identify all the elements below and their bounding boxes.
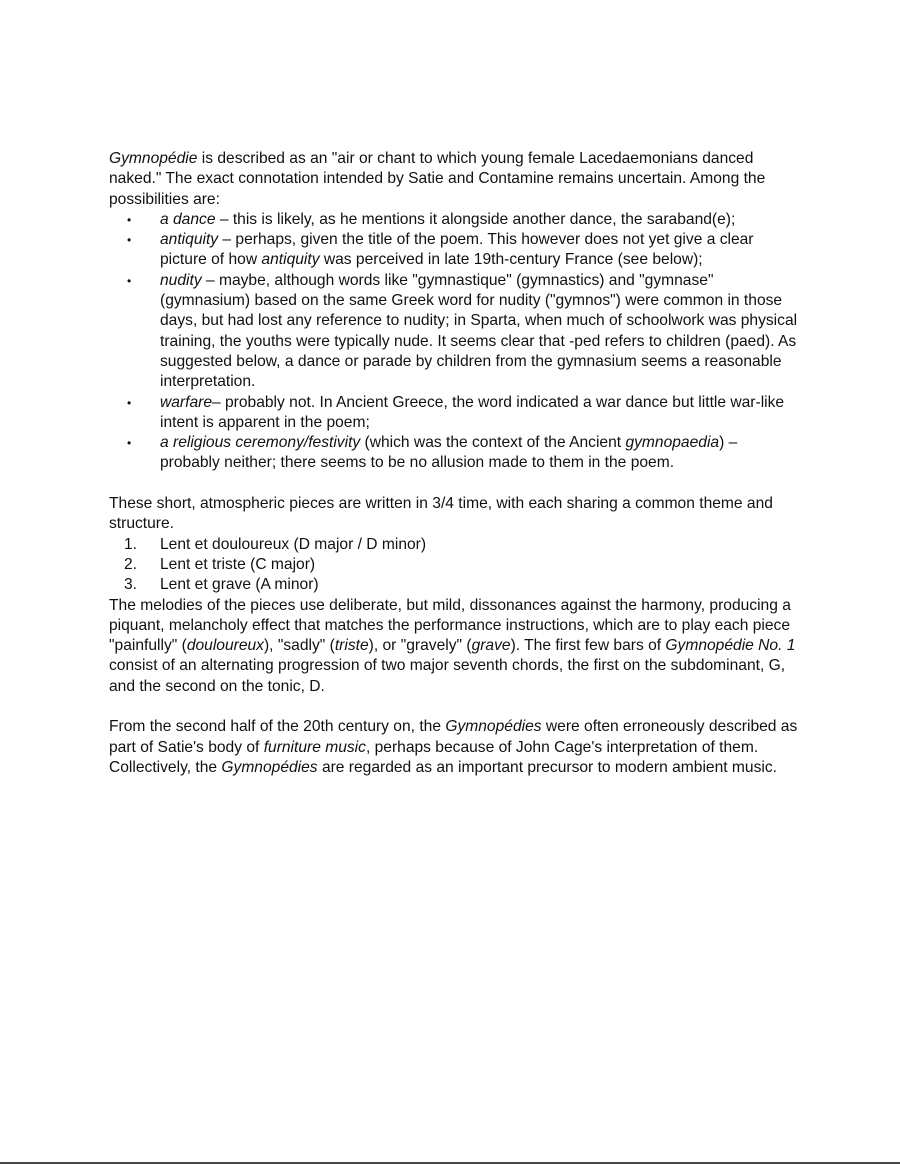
item-number: 3. <box>124 576 138 594</box>
bullet: • <box>127 273 132 288</box>
item-label: warfare <box>160 393 212 411</box>
text-run: consist of an alternating progression of two major seventh chords, the first on the subdominant, G, and the second on the tonic, D. <box>109 657 786 695</box>
pieces-paragraph: These short, atmospheric pieces are written in 3/4 time, with each sharing a common theme and structure. <box>109 495 773 533</box>
italic-run: Gymnopédies <box>221 758 318 776</box>
italic-run: Gymnopédie No. 1 <box>665 637 796 655</box>
list-item <box>127 393 799 434</box>
bullet: • <box>127 436 132 451</box>
bullet: • <box>127 233 132 248</box>
text-run: From the second half of the 20th century on, the <box>109 718 446 736</box>
list-item <box>127 433 799 474</box>
item-text: Lent et douloureux (D major / D minor) <box>160 535 427 553</box>
intro-term: Gymnopédie <box>109 150 198 167</box>
intro-text: is described as an "air or chant to which young female Lacedaemonians danced naked." The exact connotation intended by Satie and Contamine remains uncertain. Among the possibilities are: <box>109 150 766 208</box>
item-text: – maybe, although words like "gymnastique" (gymnastics) and "gymnase" (gymnasium) based on the same Greek word for nudity ("gymnos") were common in those days, but had lost any reference to nudity; in Sparta, when much of schoolwork was physical training, the youths were typically nude. It seems clear that -ped refers to children (paed). As suggested below, a dance or parade by children from the gymnasium seems a reasonable interpretation. <box>160 271 798 391</box>
item-label: nudity <box>160 271 202 289</box>
item-text: – probably not. In Ancient Greece, the word indicated a war dance but little war-like intent is apparent in the poem; <box>160 393 785 431</box>
list-item <box>127 230 799 271</box>
italic-run: furniture music <box>263 738 366 756</box>
intro-paragraph <box>109 149 799 210</box>
italic-run: douloureux <box>186 637 264 655</box>
list-item <box>124 535 799 555</box>
italic-run: Gymnopédies <box>445 718 542 736</box>
list-item <box>124 575 799 595</box>
bullet: • <box>127 395 132 410</box>
item-text: (which was the context of the Ancient <box>360 434 626 452</box>
movements-list <box>109 535 799 596</box>
text-run: ). The first few bars of <box>510 637 666 655</box>
item-text: – perhaps, given the title of the poem. This however does not yet give a clear picture of how <box>160 231 754 269</box>
text-run: , perhaps because of John Cage's interpretation of them. Collectively, the <box>109 738 759 776</box>
item-text: was perceived in late 19th-century France (see below); <box>319 251 703 269</box>
list-item <box>127 210 799 230</box>
item-number: 1. <box>124 535 138 553</box>
text-run: The melodies of the pieces use deliberate, but mild, dissonances against the harmony, producing a piquant, melancholy effect that matches the performance instructions, which are to play each piece "painfully" ( <box>109 596 791 655</box>
item-label: a dance <box>160 210 216 228</box>
item-label: a religious ceremony/festivity <box>160 434 361 452</box>
document-page <box>109 149 799 778</box>
later-paragraph <box>109 717 799 778</box>
list-item <box>127 271 799 393</box>
item-text: Lent et triste (C major) <box>160 555 316 573</box>
paragraph-gap <box>109 697 799 717</box>
item-text: – this is likely, as he mentions it alongside another dance, the saraband(e); <box>215 210 736 228</box>
item-text: Lent et grave (A minor) <box>160 576 319 594</box>
possibilities-list <box>109 210 799 474</box>
paragraph-gap <box>109 474 799 494</box>
bullet: • <box>127 212 132 227</box>
item-label: gymnopaedia <box>625 434 720 452</box>
item-number: 2. <box>124 555 138 573</box>
item-text: ) – probably neither; there seems to be no allusion made to them in the poem. <box>160 434 738 472</box>
text-run: are regarded as an important precursor to modern ambient music. <box>317 758 777 776</box>
text-run: were often erroneously described as part of Satie's body of <box>109 718 798 756</box>
item-label: antiquity <box>261 251 320 269</box>
italic-run: triste <box>334 637 369 655</box>
text-run: ), "sadly" ( <box>263 637 335 655</box>
item-label: antiquity <box>160 231 219 249</box>
list-item <box>124 555 799 575</box>
text-run: ), or "gravely" ( <box>368 637 472 655</box>
italic-run: grave <box>471 637 511 655</box>
melodies-paragraph <box>109 596 799 697</box>
